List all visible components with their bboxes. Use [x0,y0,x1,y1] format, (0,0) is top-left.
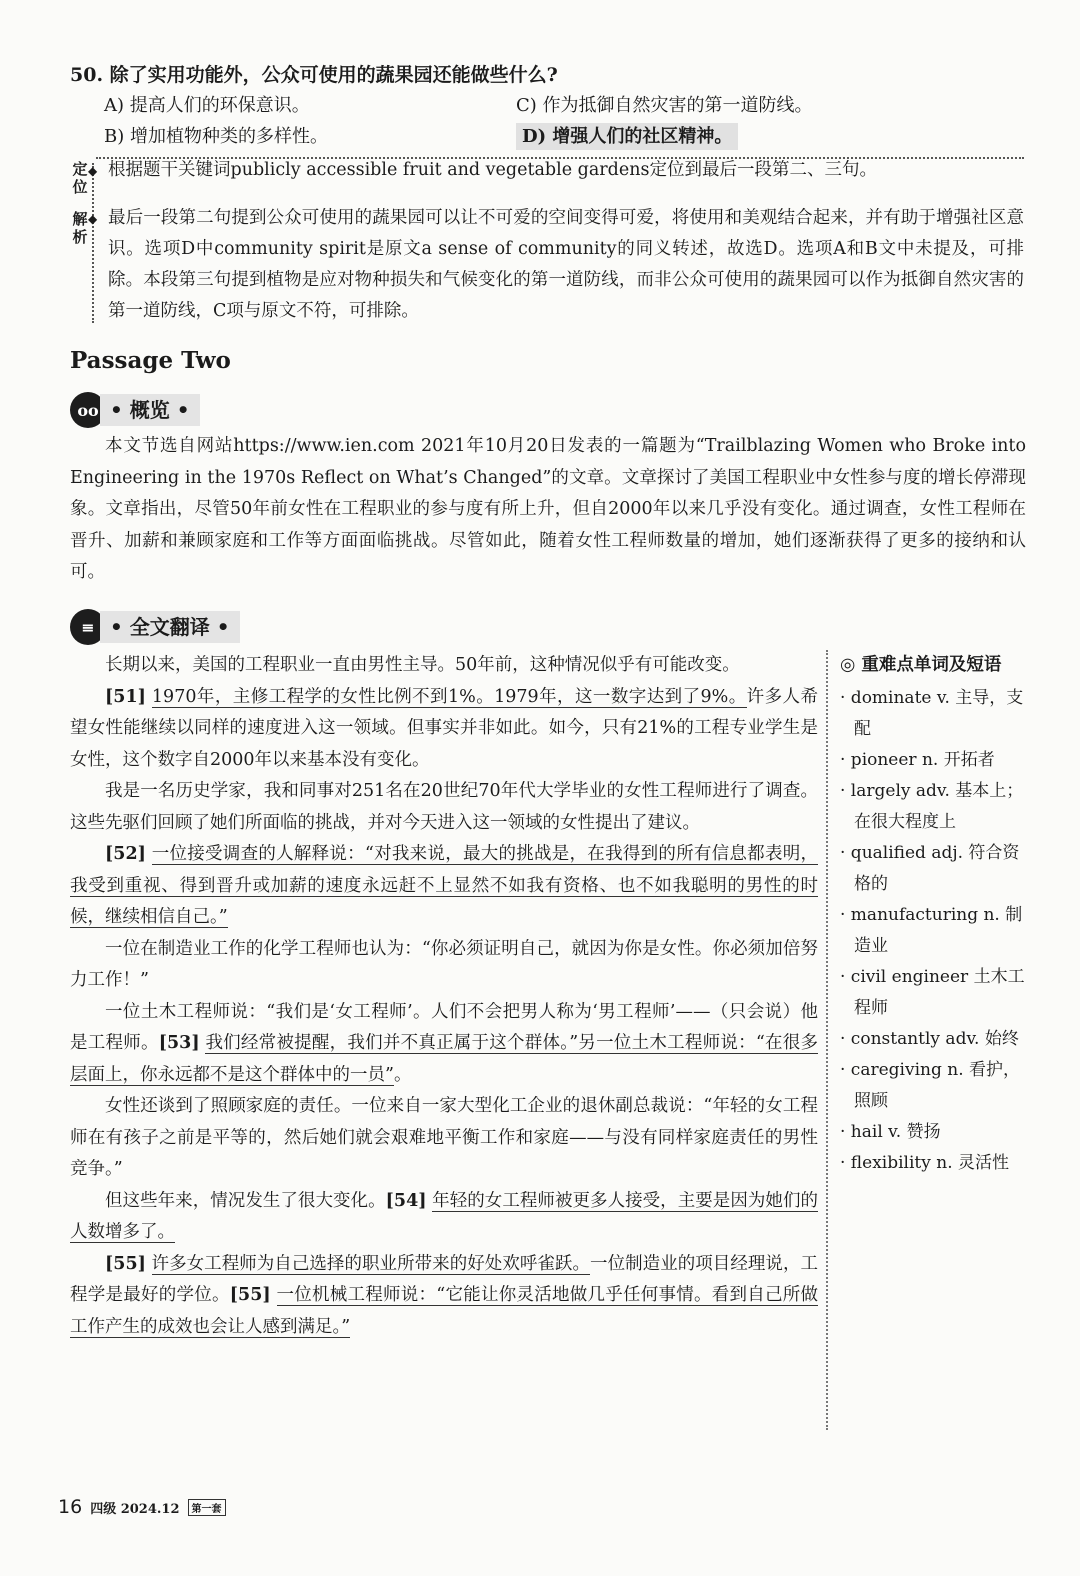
vocab-item: · dominate v. 主导，支配 [840,688,1024,739]
translation-paragraph [70,839,818,934]
vocab-sidebar [840,650,1030,1179]
passage-title: Passage Two [70,347,231,374]
vocab-item: · hail v. 赞扬 [840,1122,941,1142]
glasses-icon: oo [70,392,106,428]
translation-paragraph: [55] 许多女工程师为自己选择的职业所带来的好处欢呼雀跃。一位制造业的项目经理说，工程学是最好的学位。[55] 一位机械工程师说：“它能让你灵活地做几乎任何事情。看到自己所做工作产生的成效也会让人感到满足。” [70,1253,819,1337]
vocab-item: · pioneer n. 开拓者 [840,750,995,770]
vocab-item: · qualified adj. 符合资格的 [840,843,1020,894]
vocab-item: · caregiving n. 看护，照顾 [840,1060,1021,1111]
question-50 [70,60,1030,152]
vocab-item: · civil engineer 土木工程师 [840,967,1025,1018]
vocab-item: · manufacturing n. 制造业 [840,905,1023,956]
page-number: 16 [58,1496,83,1518]
vocab-item: · largely adv. 基本上；在很大程度上 [840,781,1024,832]
locate-label: 定 位 [72,160,88,196]
overview-text: 本文节选自网站https://www.ien.com 2021年10月20日发表的一篇题为“Trailblazing Women who Broke into Engineering in the 1970s Reflect on What’s Changed”的文章。文章探讨了美国工程职业中女性参与度的增长停滞现象。文章指出，尽管50年前女性在工程职业的参与度有所上升，但自2000年以来几乎没有变化。通过调查，女性工程师在晋升、加薪和兼顾家庭和工作等方面面临挑战。尽管如此，随着女性工程师数量的增加，她们逐渐获得了更多的接纳和认可。 [70,436,1026,582]
underlined-text: 许多女工程师为自己选择的职业所带来的好处欢呼雀跃。 [151,1253,591,1274]
translation-body [70,650,818,1343]
underlined-text: 1970年，主修工程学的女性比例不到1%。1979年，这一数字达到了9%。 [151,686,747,707]
question-tag: [55] [229,1285,271,1305]
arrow-icon: ◆ [88,212,98,226]
arrow-icon: ◆ [88,164,98,178]
question-tag: [52] [105,844,146,864]
option-c: C) 作为抵御自然灾害的第一道防线。 [516,95,813,116]
analysis-text: 最后一段第二句提到公众可使用的蔬果园可以让不可爱的空间变得可爱，将使用和美观结合起来，并有助于增强社区意识。选项D中community spirit是原文a sense of community的同义转述，故选D。选项A和B文中未提及，可排除。本段第三句提到植物是应对物种损失和气候变化的第一道防线，而非公众可使用的蔬果园可以作为抵御自然灾害的第一道防线，C项与原文不符，可排除。 [108,208,1024,321]
question-tag: [51] [105,686,146,707]
vocab-item: · flexibility n. 灵活性 [840,1153,1010,1173]
question-tag: [55] [105,1253,146,1274]
translation-label: • 全文翻译 • [100,611,240,643]
option-b: B) 增加植物种类的多样性。 [104,126,328,147]
question-stem: 50. 除了实用功能外，公众可使用的蔬果园还能做些什么? [70,64,558,86]
magazine-issue: 四级 2024.12 [90,1501,180,1517]
question-tag: [53] [158,1033,200,1053]
vocab-item: · constantly adv. 始终 [840,1029,1019,1049]
vocab-title: ◎ 重难点单词及短语 [840,655,1002,675]
document-icon: ≡ [70,609,106,645]
translation-paragraph: [51] 1970年，主修工程学的女性比例不到1%。1979年，这一数字达到了9%。许多人希望女性能继续以同样的速度进入这一领域。但事实并非如此。如今，只有21%的工程专业学生是女性，这个数字自2000年以来基本没有变化。 [70,686,818,770]
translation-paragraph: 一位土木工程师说：“我们是‘女工程师’。人们不会把男人称为‘男工程师’——（只会说）他是工程师。[53] 我们经常被提醒，我们并不真正属于这个群体。”另一位土木工程师说：“在很多层面上，你永远都不是这个群体中的一员”。 [70,1001,818,1085]
option-a: A) 提高人们的环保意识。 [104,95,310,116]
overview-header [70,392,200,428]
translation-header [70,609,240,645]
set-badge: 第一套 [188,1499,226,1516]
underlined-text: 我们经常被提醒，我们并不真正属于这个群体。”另一位土木工程师说：“在很多层面上，你永远都不是这个群体中的一员” [70,1033,818,1085]
translation-paragraph: 一位在制造业工作的化学工程师也认为：“你必须证明自己，就因为你是女性。你必须加倍努力工作！” [70,938,818,990]
translation-paragraph: 我是一名历史学家，我和同事对251名在20世纪70年代大学毕业的女性工程师进行了调查。这些先驱们回顾了她们所面临的挑战，并对今天进入这一领域的女性提出了建议。 [70,781,818,833]
translation-paragraph: 女性还谈到了照顾家庭的责任。一位来自一家大型化工企业的退休副总裁说：“年轻的女工程师在有孩子之前是平等的，然后她们就会艰难地平衡工作和家庭——与没有同样家庭责任的男性竞争。” [70,1096,818,1179]
underlined-text: 一位接受调查的人解释说：“对我来说，最大的挑战是，在我得到的所有信息都表明，我受到重视、得到晋升或加薪的速度永远赶不上显然不如我有资格、也不如我聪明的男性的时候，继续相信自己。” [70,844,818,927]
analysis-label: 解 析 [72,210,88,246]
translation-paragraph: 长期以来，美国的工程职业一直由男性主导。50年前，这种情况似乎有可能改变。 [105,655,740,675]
option-d-answer: D) 增强人们的社区精神。 [516,123,738,150]
target-icon: ◎ [840,655,856,675]
page-footer [58,1496,226,1518]
overview-label: • 概览 • [100,394,200,426]
column-divider [826,650,828,1430]
locate-text: 根据题干关键词publicly accessible fruit and vegetable gardens定位到最后一段第二、三句。 [108,160,877,180]
translation-paragraph: 但这些年来，情况发生了很大变化。[54] 年轻的女工程师被更多人接受，主要是因为她们的人数增多了。 [70,1190,818,1242]
question-tag: [54] [385,1190,427,1211]
dotted-vertical-rule [92,163,94,323]
underlined-text: 年轻的女工程师被更多人接受，主要是因为她们的人数增多了。 [70,1190,818,1242]
option-list [104,90,1030,152]
underlined-text: 一位机械工程师说：“它能让你灵活地做几乎任何事情。看到自己所做工作产生的成效也会让人感到满足。” [70,1285,818,1337]
